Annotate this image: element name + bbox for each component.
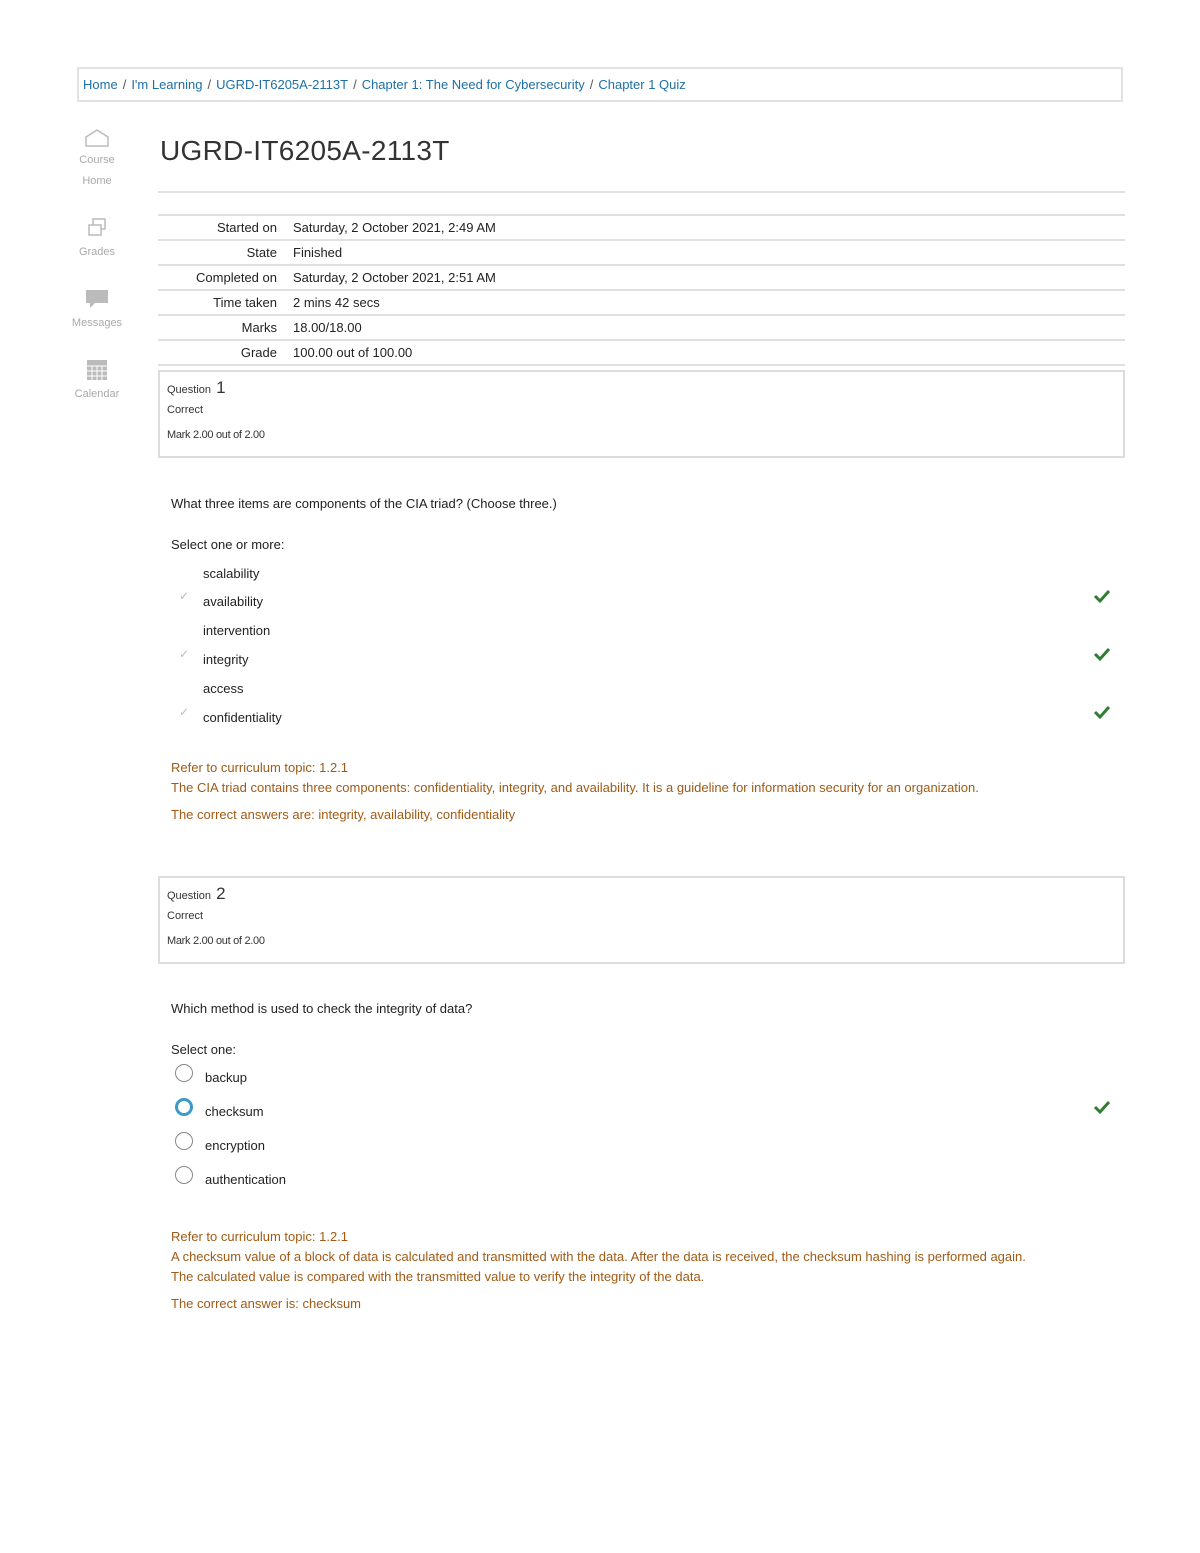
summary-value: Finished [293,245,343,260]
question-2-text: Which method is used to check the integrity of data? [171,1001,473,1016]
question-label: Question [167,384,212,396]
question-state: Correct [167,910,204,922]
feedback-text-line-2: The calculated value is compared with the transmitted value to verify the integrity of the data. [171,1269,705,1284]
question-1-feedback [171,758,1121,825]
feedback-topic: Refer to curriculum topic: 1.2.1 [171,1229,349,1244]
answer-label: backup [205,1070,247,1085]
answer-option-authentication[interactable] [175,1173,1111,1201]
summary-label: Started on [217,220,277,235]
question-1-text: What three items are components of the CIA triad? (Choose three.) [171,496,557,511]
answer-option-integrity[interactable] [171,647,1111,680]
question-state: Correct [167,404,204,416]
message-bubble-icon [84,287,110,311]
question-number-value: 2 [216,884,226,903]
breadcrumb-chapter-link[interactable]: Chapter 1: The Need for Cybersecurity [361,77,585,92]
nav-messages-label: Messages [71,317,123,329]
selected-checkbox-icon: ✓ [179,589,190,603]
breadcrumb-learning-link[interactable]: I'm Learning [131,77,203,92]
selected-checkbox-icon: ✓ [179,647,190,661]
summary-row-marks [158,314,1125,339]
breadcrumb-home-link[interactable]: Home [83,77,118,92]
summary-row-completed [158,264,1125,289]
answer-label: availability [203,594,263,609]
answer-option-confidentiality[interactable] [171,705,1111,738]
answer-label: integrity [203,652,249,667]
selected-checkbox-icon: ✓ [179,705,190,719]
summary-label: Completed on [196,270,277,285]
breadcrumb-quiz-link[interactable]: Chapter 1 Quiz [598,77,686,92]
question-1-prompt: Select one or more: [171,537,285,552]
title-divider [158,191,1125,193]
correct-check-icon [1093,587,1111,605]
calendar-icon [85,358,109,382]
nav-calendar-label: Calendar [74,388,120,400]
answer-label: intervention [203,623,271,638]
breadcrumb-separator: / [353,77,357,92]
summary-value: Saturday, 2 October 2021, 2:49 AM [293,220,496,235]
summary-label: Grade [240,345,277,360]
summary-label: Time taken [213,295,277,310]
attempt-summary-table [158,214,1125,366]
answer-label: confidentiality [203,710,282,725]
radio-button[interactable] [175,1166,193,1184]
question-mark: Mark 2.00 out of 2.00 [167,429,265,441]
question-mark: Mark 2.00 out of 2.00 [167,935,265,947]
question-label: Question [167,890,212,902]
nav-calendar[interactable] [62,358,132,405]
radio-button[interactable] [175,1064,193,1082]
grades-icon [85,216,109,240]
correct-answer-text: The correct answers are: integrity, availability, confidentiality [171,807,516,822]
correct-check-icon [1093,703,1111,721]
breadcrumb-separator: / [207,77,212,92]
answer-label: checksum [205,1104,264,1119]
breadcrumb [77,67,1123,102]
nav-messages[interactable] [62,287,132,334]
feedback-topic: Refer to curriculum topic: 1.2.1 [171,760,349,775]
question-number-value: 1 [216,378,226,397]
nav-grades-label: Grades [78,246,116,258]
breadcrumb-separator: / [122,77,127,92]
feedback-text-line-1: A checksum value of a block of data is calculated and transmitted with the data. After the data is received, the checksum hashing is performed again. [171,1249,1026,1264]
summary-row-state [158,239,1125,264]
answer-option-backup[interactable] [175,1071,1111,1099]
answer-option-encryption[interactable] [175,1139,1111,1167]
answer-label: authentication [205,1172,286,1187]
radio-button[interactable] [175,1132,193,1150]
feedback-text: The CIA triad contains three components: confidentiality, integrity, and availability. It is a guideline for information security for an organization. [171,780,979,795]
question-2-info [158,876,1125,964]
summary-value: Saturday, 2 October 2021, 2:51 AM [293,270,496,285]
radio-button-selected[interactable] [175,1098,193,1116]
breadcrumb-separator: / [589,77,594,92]
summary-value: 18.00/18.00 [293,320,362,335]
answer-option-availability[interactable] [171,589,1111,622]
breadcrumb-course-link[interactable]: UGRD-IT6205A-2113T [216,77,349,92]
summary-label: State [246,245,277,260]
page-title: UGRD-IT6205A-2113T [160,135,450,166]
question-number [167,378,1123,398]
summary-row-started [158,214,1125,239]
summary-label: Marks [241,320,277,335]
question-2-prompt: Select one: [171,1042,237,1057]
summary-value: 100.00 out of 100.00 [293,345,413,360]
nav-course-home-label-1: Course [79,154,115,166]
question-1-info [158,370,1125,458]
correct-answer-text: The correct answer is: checksum [171,1296,362,1311]
question-2-feedback [171,1227,1121,1314]
answer-label: access [203,681,244,696]
correct-check-icon [1093,1098,1111,1116]
nav-course-home-label-2: Home [82,175,112,187]
summary-value: 2 mins 42 secs [293,295,380,310]
nav-grades[interactable] [62,216,132,263]
answer-option-intervention[interactable] [171,623,1111,651]
answer-label: scalability [203,566,260,581]
summary-row-time [158,289,1125,314]
answer-option-checksum[interactable] [175,1105,1111,1133]
answer-option-access[interactable] [171,681,1111,709]
answer-label: encryption [205,1138,265,1153]
home-icon [84,128,110,148]
side-nav [62,128,132,429]
correct-check-icon [1093,645,1111,663]
answer-option-scalability[interactable] [171,566,1111,594]
nav-course-home[interactable] [62,128,132,192]
question-number [167,884,1123,904]
summary-row-grade [158,339,1125,366]
